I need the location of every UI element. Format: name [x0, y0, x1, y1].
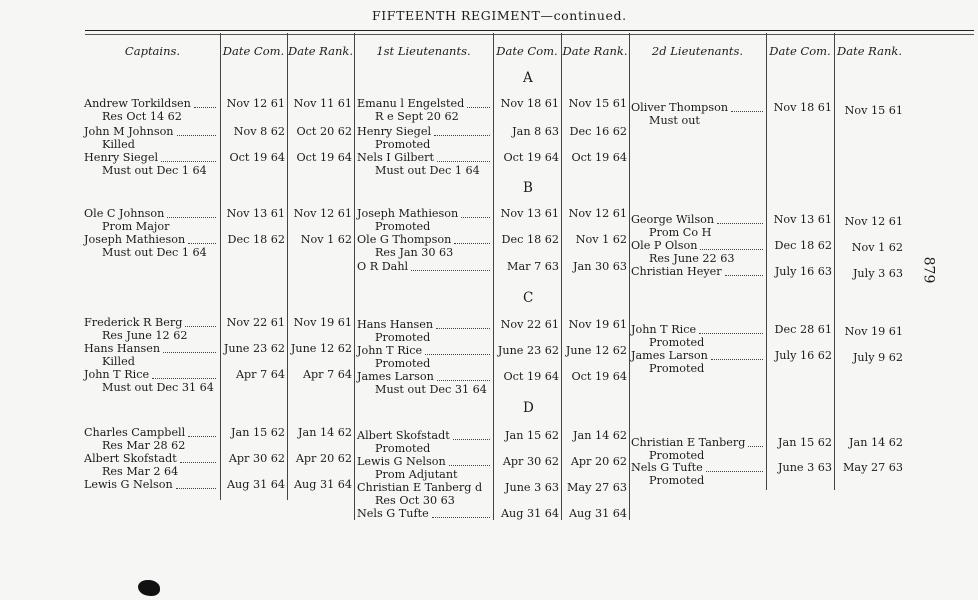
date-value: Aug 31 64 — [226, 478, 285, 491]
date-value: Nov 11 61 — [293, 97, 352, 110]
date-value: Apr 20 62 — [570, 455, 627, 468]
dot-leader — [700, 249, 763, 250]
officer-name: Emanu l Engelsted — [357, 97, 465, 110]
date-value: Dec 18 62 — [774, 239, 832, 252]
dot-leader — [461, 217, 490, 218]
status-note: Res June 22 63 — [649, 252, 735, 265]
date-value: Oct 19 64 — [571, 151, 627, 164]
date-value: Jan 15 62 — [505, 429, 559, 442]
dot-leader — [717, 223, 763, 224]
date-value: Jan 8 63 — [512, 125, 559, 138]
column-divider — [287, 33, 288, 500]
dot-leader — [748, 446, 763, 447]
officer-name: Christian Heyer — [631, 265, 722, 278]
page-title: FIFTEENTH REGIMENT—continued. — [372, 8, 627, 23]
date-value: July 9 62 — [852, 351, 903, 364]
header-rule-bottom — [85, 34, 974, 35]
dot-leader — [194, 107, 216, 108]
company-letter: D — [523, 400, 534, 416]
header-rule-top — [85, 30, 974, 31]
date-value: Oct 19 64 — [296, 151, 352, 164]
date-value: Nov 13 61 — [226, 207, 285, 220]
column-header: Date Rank. — [837, 44, 902, 58]
dot-leader — [425, 354, 490, 355]
officer-name: James Larson — [357, 370, 434, 383]
officer-name: Albert Skofstadt — [357, 429, 450, 442]
date-value: Aug 31 64 — [500, 507, 559, 520]
date-value: July 16 63 — [774, 265, 832, 278]
officer-name: John T Rice — [631, 323, 697, 336]
date-value: Oct 20 62 — [296, 125, 352, 138]
company-letter: B — [523, 180, 533, 196]
date-value: Nov 22 61 — [226, 316, 285, 329]
company-letter: C — [523, 290, 534, 306]
status-note: Prom Adjutant — [375, 468, 458, 481]
date-value: Nov 1 62 — [851, 241, 903, 254]
dot-leader — [454, 243, 490, 244]
date-value: Oct 19 64 — [503, 370, 559, 383]
status-note: Res Oct 30 63 — [375, 494, 455, 507]
date-value: Jan 14 62 — [298, 426, 352, 439]
date-value: Oct 19 64 — [571, 370, 627, 383]
status-note: R e Sept 20 62 — [375, 110, 459, 123]
status-note: Promoted — [649, 362, 705, 375]
date-value: Jan 30 63 — [573, 260, 627, 273]
officer-name: Nels G Tufte — [357, 507, 429, 520]
date-value: Jan 15 62 — [231, 426, 285, 439]
date-value: May 27 63 — [566, 481, 627, 494]
date-value: July 3 63 — [852, 267, 903, 280]
column-header: Date Rank. — [562, 44, 628, 58]
date-value: Oct 19 64 — [229, 151, 285, 164]
officer-name: Joseph Mathieson — [357, 207, 459, 220]
status-note: Promoted — [375, 357, 431, 370]
column-header: Date Rank. — [288, 44, 353, 58]
date-value: June 3 63 — [505, 481, 559, 494]
date-value: Nov 13 61 — [500, 207, 559, 220]
status-note: Res Oct 14 62 — [102, 110, 182, 123]
officer-name: Andrew Torkildsen — [84, 97, 191, 110]
date-value: Nov 1 62 — [575, 233, 627, 246]
date-value: Aug 31 64 — [293, 478, 352, 491]
dot-leader — [163, 352, 216, 353]
date-value: Oct 19 64 — [503, 151, 559, 164]
column-header: Captains. — [124, 44, 181, 58]
date-value: Dec 28 61 — [774, 323, 832, 336]
column-divider — [354, 33, 355, 520]
officer-name: Lewis G Nelson — [357, 455, 446, 468]
officer-name: John T Rice — [357, 344, 423, 357]
dot-leader — [725, 275, 763, 276]
date-value: Nov 22 61 — [500, 318, 559, 331]
dot-leader — [152, 378, 216, 379]
date-value: Dec 18 62 — [501, 233, 559, 246]
status-note: Promoted — [375, 331, 431, 344]
ink-blot — [138, 580, 160, 596]
date-value: Nov 12 61 — [226, 97, 285, 110]
column-divider — [629, 33, 630, 520]
date-value: Nov 19 61 — [844, 325, 903, 338]
officer-name: Nels I Gilbert — [357, 151, 434, 164]
officer-name: Joseph Mathieson — [84, 233, 186, 246]
status-note: Res Mar 2 64 — [102, 465, 179, 478]
officer-name: Hans Hansen — [357, 318, 434, 331]
officer-name: Lewis G Nelson — [84, 478, 173, 491]
dot-leader — [453, 439, 490, 440]
officer-name: Frederick R Berg — [84, 316, 183, 329]
column-header: 1st Lieutenants. — [376, 44, 471, 58]
officer-name: Ole C Johnson — [84, 207, 165, 220]
dot-leader — [467, 107, 490, 108]
officer-name: Henry Siegel — [357, 125, 432, 138]
dot-leader — [449, 465, 490, 466]
date-value: Apr 20 62 — [295, 452, 352, 465]
date-value: Nov 12 61 — [844, 215, 903, 228]
date-value: May 27 63 — [842, 461, 903, 474]
date-value: Nov 1 62 — [300, 233, 352, 246]
date-value: Nov 19 61 — [293, 316, 352, 329]
date-value: Apr 30 62 — [228, 452, 285, 465]
status-note: Prom Major — [102, 220, 170, 233]
page-number: 879 — [920, 256, 937, 284]
column-header: Date Com. — [496, 44, 558, 58]
date-value: June 12 62 — [290, 342, 352, 355]
status-note: Killed — [102, 355, 135, 368]
company-letter: A — [523, 70, 533, 86]
officer-name: John T Rice — [84, 368, 150, 381]
date-value: Dec 18 62 — [227, 233, 285, 246]
dot-leader — [434, 135, 490, 136]
date-value: Nov 12 61 — [293, 207, 352, 220]
column-header: Date Com. — [769, 44, 831, 58]
status-note: Must out Dec 1 64 — [102, 164, 207, 177]
date-value: Nov 18 61 — [500, 97, 559, 110]
dot-leader — [180, 462, 216, 463]
officer-name: Nels G Tufte — [631, 461, 703, 474]
date-value: Aug 31 64 — [568, 507, 627, 520]
officer-name: James Larson — [631, 349, 708, 362]
officer-name: Ole G Thompson — [357, 233, 452, 246]
column-divider — [766, 33, 767, 490]
date-value: Apr 30 62 — [502, 455, 559, 468]
date-value: Jan 14 62 — [573, 429, 627, 442]
date-value: Jan 15 62 — [778, 436, 832, 449]
officer-name: Hans Hansen — [84, 342, 161, 355]
date-value: Dec 16 62 — [569, 125, 627, 138]
status-note: Res Jan 30 63 — [375, 246, 454, 259]
dot-leader — [706, 471, 763, 472]
status-note: Must out Dec 1 64 — [102, 246, 207, 259]
dot-leader — [188, 243, 216, 244]
dot-leader — [436, 328, 490, 329]
status-note: Must out Dec 31 64 — [375, 383, 487, 396]
date-value: Apr 7 64 — [302, 368, 352, 381]
status-note: Must out Dec 31 64 — [102, 381, 214, 394]
dot-leader — [167, 217, 216, 218]
column-header: 2d Lieutenants. — [651, 44, 744, 58]
officer-name: Charles Campbell — [84, 426, 186, 439]
dot-leader — [699, 333, 763, 334]
status-note: Promoted — [375, 138, 431, 151]
column-divider — [220, 33, 221, 500]
dot-leader — [188, 436, 216, 437]
dot-leader — [432, 517, 490, 518]
dot-leader — [185, 326, 216, 327]
officer-name: Henry Siegel — [84, 151, 159, 164]
status-note: Promoted — [375, 220, 431, 233]
date-value: Nov 19 61 — [568, 318, 627, 331]
date-value: Nov 15 61 — [844, 104, 903, 117]
date-value: Jan 14 62 — [849, 436, 903, 449]
officer-name: John M Johnson — [84, 125, 174, 138]
date-value: Apr 7 64 — [235, 368, 285, 381]
dot-leader — [731, 111, 763, 112]
officer-name: George Wilson — [631, 213, 715, 226]
date-value: Nov 18 61 — [773, 101, 832, 114]
column-divider — [493, 33, 494, 520]
dot-leader — [177, 135, 216, 136]
date-value: June 23 62 — [223, 342, 285, 355]
dot-leader — [437, 380, 490, 381]
date-value: June 23 62 — [497, 344, 559, 357]
dot-leader — [176, 488, 216, 489]
date-value: June 12 62 — [565, 344, 627, 357]
dot-leader — [161, 161, 216, 162]
officer-name: Ole P Olson — [631, 239, 698, 252]
date-value: Nov 15 61 — [568, 97, 627, 110]
status-note: Res Mar 28 62 — [102, 439, 186, 452]
status-note: Res June 12 62 — [102, 329, 188, 342]
column-divider — [834, 33, 835, 490]
status-note: Promoted — [649, 336, 705, 349]
dot-leader — [711, 359, 763, 360]
status-note: Promoted — [375, 442, 431, 455]
officer-name: Oliver Thompson — [631, 101, 729, 114]
status-note: Must out Dec 1 64 — [375, 164, 480, 177]
officer-name: Christian E Tanberg d — [357, 481, 483, 494]
officer-name: O R Dahl — [357, 260, 409, 273]
officer-name: Albert Skofstadt — [84, 452, 177, 465]
date-value: Mar 7 63 — [507, 260, 559, 273]
date-value: Nov 13 61 — [773, 213, 832, 226]
dot-leader — [411, 270, 490, 271]
column-header: Date Com. — [222, 44, 285, 58]
status-note: Promoted — [649, 449, 705, 462]
date-value: Nov 8 62 — [233, 125, 285, 138]
date-value: Nov 12 61 — [568, 207, 627, 220]
status-note: Prom Co H — [649, 226, 712, 239]
status-note: Must out — [649, 114, 700, 127]
dot-leader — [437, 161, 490, 162]
date-value: June 3 63 — [778, 461, 832, 474]
column-divider — [561, 33, 562, 520]
status-note: Promoted — [649, 474, 705, 487]
officer-name: Christian E Tanberg — [631, 436, 746, 449]
date-value: July 16 62 — [774, 349, 832, 362]
status-note: Killed — [102, 138, 135, 151]
